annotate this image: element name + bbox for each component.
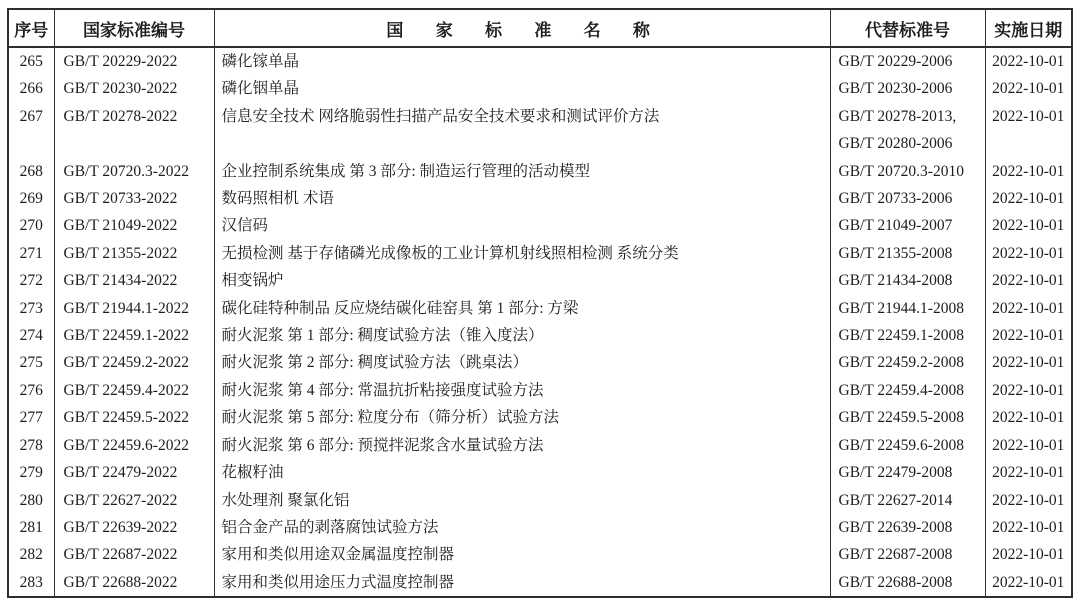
- table-row: [8, 185, 1072, 212]
- row-standard-code: GB/T 20278-2022: [54, 103, 214, 158]
- replaced-standard-line: GB/T 22687-2008: [838, 546, 953, 564]
- row-standard-name: 汉信码: [214, 212, 830, 239]
- row-seq-number: 270: [19, 217, 43, 235]
- row-implementation-date: 2022-10-01: [985, 432, 1072, 459]
- row-standard-name: 信息安全技术 网络脆弱性扫描产品安全技术要求和测试评价方法: [214, 103, 830, 158]
- row-replaced-standard: [830, 349, 985, 376]
- row-standard-code: GB/T 21944.1-2022: [54, 295, 214, 322]
- row-standard-code: GB/T 22479-2022: [54, 459, 214, 486]
- row-standard-name: 家用和类似用途双金属温度控制器: [214, 541, 830, 568]
- row-standard-code: GB/T 21355-2022: [54, 240, 214, 267]
- table-row: [8, 349, 1072, 376]
- row-replaced-standard: [830, 47, 985, 75]
- row-implementation-date: 2022-10-01: [985, 541, 1072, 568]
- table-row: [8, 432, 1072, 459]
- row-implementation-date: 2022-10-01: [985, 322, 1072, 349]
- row-implementation-date: 2022-10-01: [985, 404, 1072, 431]
- row-standard-name: 耐火泥浆 第 5 部分: 粒度分布（筛分析）试验方法: [214, 404, 830, 431]
- table-row: [8, 541, 1072, 568]
- row-standard-name: 无损检测 基于存储磷光成像板的工业计算机射线照相检测 系统分类: [214, 240, 830, 267]
- row-seq-number: 271: [19, 244, 43, 262]
- row-replaced-standard: [830, 459, 985, 486]
- row-standard-code: GB/T 20720.3-2022: [54, 158, 214, 185]
- row-replaced-standard: [830, 75, 985, 102]
- row-replaced-standard: [830, 103, 985, 158]
- row-standard-name: 花椒籽油: [214, 459, 830, 486]
- table-row: [8, 240, 1072, 267]
- row-seq-number: 280: [19, 491, 43, 509]
- table-row: [8, 103, 1072, 158]
- table-row: [8, 322, 1072, 349]
- row-standard-code: GB/T 22639-2022: [54, 514, 214, 541]
- table-row: [8, 212, 1072, 239]
- row-implementation-date: 2022-10-01: [985, 267, 1072, 294]
- column-header-name: 国 家 标 准 名 称: [214, 9, 830, 47]
- row-implementation-date: 2022-10-01: [985, 240, 1072, 267]
- row-standard-name: 耐火泥浆 第 1 部分: 稠度试验方法（锥入度法）: [214, 322, 830, 349]
- row-replaced-standard: [830, 212, 985, 239]
- row-replaced-standard: [830, 487, 985, 514]
- row-seq-number: 278: [19, 436, 43, 454]
- replaced-standard-line: GB/T 21049-2007: [838, 217, 953, 235]
- row-seq-number: 274: [19, 327, 43, 345]
- row-standard-code: GB/T 22688-2022: [54, 569, 214, 597]
- replaced-standard-line: GB/T 20280-2006: [838, 135, 953, 153]
- replaced-standard-line: GB/T 21355-2008: [838, 244, 953, 262]
- row-replaced-standard: [830, 377, 985, 404]
- replaced-standard-line: GB/T 20733-2006: [838, 190, 953, 208]
- header-row: [8, 9, 1072, 47]
- row-implementation-date: 2022-10-01: [985, 514, 1072, 541]
- table-row: [8, 487, 1072, 514]
- table-row: [8, 295, 1072, 322]
- row-seq-number: 266: [19, 80, 43, 98]
- row-implementation-date: 2022-10-01: [985, 158, 1072, 185]
- row-standard-code: GB/T 21434-2022: [54, 267, 214, 294]
- replaced-standard-line: GB/T 22479-2008: [838, 464, 953, 482]
- row-replaced-standard: [830, 185, 985, 212]
- row-standard-name: 相变锅炉: [214, 267, 830, 294]
- row-standard-name: 铝合金产品的剥落腐蚀试验方法: [214, 514, 830, 541]
- column-header-replaced: 代替标准号: [830, 9, 985, 47]
- row-seq-number: 269: [19, 190, 43, 208]
- row-seq-number: 275: [19, 354, 43, 372]
- column-header-seq: 序号: [8, 9, 54, 47]
- row-implementation-date: 2022-10-01: [985, 349, 1072, 376]
- column-header-date: 实施日期: [985, 9, 1072, 47]
- row-implementation-date: 2022-10-01: [985, 569, 1072, 597]
- row-standard-code: GB/T 22459.4-2022: [54, 377, 214, 404]
- replaced-standard-line: GB/T 22459.1-2008: [838, 327, 964, 345]
- replaced-standard-line: GB/T 20229-2006: [838, 53, 953, 70]
- row-implementation-date: 2022-10-01: [985, 47, 1072, 75]
- replaced-standard-line: GB/T 21944.1-2008: [838, 299, 964, 317]
- table-row: [8, 569, 1072, 597]
- table-row: [8, 158, 1072, 185]
- row-seq-number: 267: [19, 107, 43, 125]
- row-standard-name: 耐火泥浆 第 4 部分: 常温抗折粘接强度试验方法: [214, 377, 830, 404]
- row-seq-number: 268: [19, 162, 43, 180]
- table-header: [8, 9, 1072, 47]
- row-standard-name: 磷化铟单晶: [214, 75, 830, 102]
- replaced-standard-line: GB/T 22459.4-2008: [838, 381, 964, 399]
- replaced-standard-line: GB/T 22627-2014: [838, 491, 953, 509]
- row-standard-code: GB/T 20230-2022: [54, 75, 214, 102]
- row-seq-number: 283: [19, 573, 43, 591]
- row-implementation-date: 2022-10-01: [985, 295, 1072, 322]
- row-standard-name: 数码照相机 术语: [214, 185, 830, 212]
- table-row: [8, 47, 1072, 75]
- table-row: [8, 267, 1072, 294]
- row-replaced-standard: [830, 267, 985, 294]
- row-implementation-date: 2022-10-01: [985, 75, 1072, 102]
- table-body: [8, 47, 1072, 597]
- row-standard-code: GB/T 22459.1-2022: [54, 322, 214, 349]
- replaced-standard-line: GB/T 22459.5-2008: [838, 409, 964, 427]
- row-replaced-standard: [830, 569, 985, 597]
- table-row: [8, 459, 1072, 486]
- row-standard-code: GB/T 22459.2-2022: [54, 349, 214, 376]
- row-seq-number: 282: [19, 546, 43, 564]
- table-row: [8, 377, 1072, 404]
- row-seq-number: 276: [19, 381, 43, 399]
- row-standard-code: GB/T 21049-2022: [54, 212, 214, 239]
- row-replaced-standard: [830, 404, 985, 431]
- row-replaced-standard: [830, 322, 985, 349]
- row-replaced-standard: [830, 240, 985, 267]
- replaced-standard-line: GB/T 20720.3-2010: [838, 162, 964, 180]
- row-standard-code: GB/T 22459.6-2022: [54, 432, 214, 459]
- replaced-standard-line: GB/T 21434-2008: [838, 272, 953, 290]
- replaced-standard-line: GB/T 22459.6-2008: [838, 436, 964, 454]
- replaced-standard-line: GB/T 22459.2-2008: [838, 354, 964, 372]
- row-standard-name: 家用和类似用途压力式温度控制器: [214, 569, 830, 597]
- replaced-standard-line: GB/T 22639-2008: [838, 518, 953, 536]
- row-standard-name: 耐火泥浆 第 6 部分: 预搅拌泥浆含水量试验方法: [214, 432, 830, 459]
- row-standard-name: 水处理剂 聚氯化铝: [214, 487, 830, 514]
- row-seq-number: 281: [19, 518, 43, 536]
- column-header-code: 国家标准编号: [54, 9, 214, 47]
- table-row: [8, 404, 1072, 431]
- national-standards-table: [7, 8, 1073, 598]
- row-seq-number: 272: [19, 272, 43, 290]
- replaced-standard-line: GB/T 20278-2013,: [838, 107, 957, 125]
- row-standard-name: 磷化镓单晶: [214, 47, 830, 75]
- row-seq-number: 273: [19, 299, 43, 317]
- row-standard-name: 耐火泥浆 第 2 部分: 稠度试验方法（跳桌法）: [214, 349, 830, 376]
- replaced-standard-line: GB/T 20230-2006: [838, 80, 953, 98]
- row-implementation-date: 2022-10-01: [985, 459, 1072, 486]
- row-replaced-standard: [830, 295, 985, 322]
- row-seq-number: 279: [19, 464, 43, 482]
- row-implementation-date: 2022-10-01: [985, 487, 1072, 514]
- row-implementation-date: 2022-10-01: [985, 212, 1072, 239]
- row-implementation-date: 2022-10-01: [985, 185, 1072, 212]
- row-standard-name: 企业控制系统集成 第 3 部分: 制造运行管理的活动模型: [214, 158, 830, 185]
- row-standard-code: GB/T 22627-2022: [54, 487, 214, 514]
- row-standard-code: GB/T 20733-2022: [54, 185, 214, 212]
- row-replaced-standard: [830, 514, 985, 541]
- row-standard-code: GB/T 22687-2022: [54, 541, 214, 568]
- row-replaced-standard: [830, 158, 985, 185]
- row-implementation-date: 2022-10-01: [985, 103, 1072, 158]
- row-seq-number: 265: [19, 53, 43, 70]
- row-implementation-date: 2022-10-01: [985, 377, 1072, 404]
- row-standard-code: GB/T 20229-2022: [54, 47, 214, 75]
- row-standard-code: GB/T 22459.5-2022: [54, 404, 214, 431]
- row-standard-name: 碳化硅特种制品 反应烧结碳化硅窑具 第 1 部分: 方梁: [214, 295, 830, 322]
- table-row: [8, 75, 1072, 102]
- table-row: [8, 514, 1072, 541]
- replaced-standard-line: GB/T 22688-2008: [838, 573, 953, 591]
- row-replaced-standard: [830, 541, 985, 568]
- row-seq-number: 277: [19, 409, 43, 427]
- row-replaced-standard: [830, 432, 985, 459]
